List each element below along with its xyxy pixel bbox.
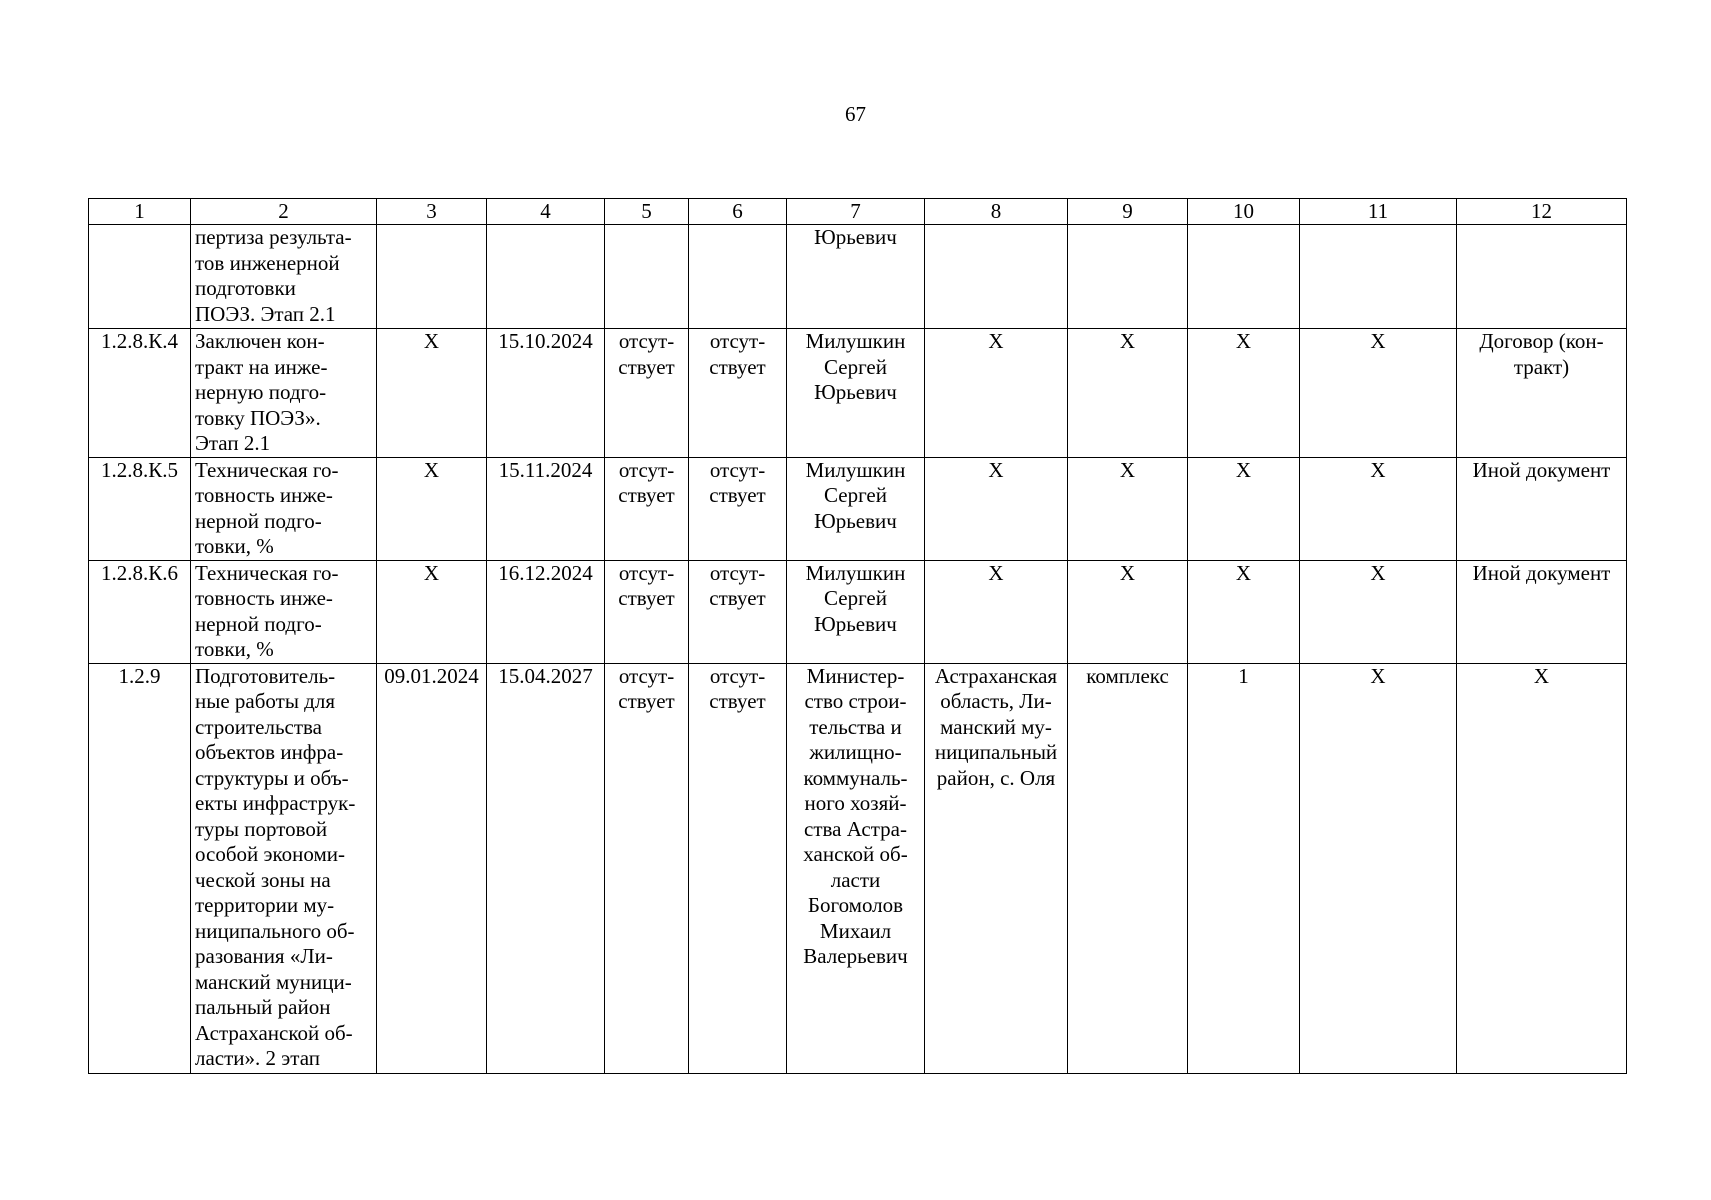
table-row xyxy=(89,663,1627,1073)
column-number-cell: 12 xyxy=(1457,199,1627,225)
row-description-cell: Заключен кон- тракт на инже- нерную подго- товку ПОЭЗ». Этап 2.1 xyxy=(191,329,377,458)
cell-col5: отсут- ствует xyxy=(605,560,689,663)
start-date-cell: 09.01.2024 xyxy=(377,663,487,1073)
cell-col6: отсут- ствует xyxy=(689,560,787,663)
location-cell xyxy=(925,225,1068,329)
cell-col10: 1 xyxy=(1188,663,1300,1073)
start-date-cell: Х xyxy=(377,560,487,663)
cell-col11: Х xyxy=(1300,663,1457,1073)
location-cell: Х xyxy=(925,560,1068,663)
table-row xyxy=(89,225,1627,329)
cell-col9: комплекс xyxy=(1068,663,1188,1073)
column-number-row xyxy=(89,199,1627,225)
column-number-cell: 3 xyxy=(377,199,487,225)
responsible-cell: Милушкин Сергей Юрьевич xyxy=(787,457,925,560)
responsible-cell: Милушкин Сергей Юрьевич xyxy=(787,560,925,663)
cell-col5: отсут- ствует xyxy=(605,329,689,458)
end-date-cell: 16.12.2024 xyxy=(487,560,605,663)
cell-col6: отсут- ствует xyxy=(689,457,787,560)
document-type-cell xyxy=(1457,225,1627,329)
start-date-cell xyxy=(377,225,487,329)
row-description-cell: Техническая го- товность инже- нерной подго- товки, % xyxy=(191,560,377,663)
column-number-cell: 2 xyxy=(191,199,377,225)
start-date-cell: Х xyxy=(377,329,487,458)
responsible-cell: Министер- ство строи- тельства и жилищно- коммуналь- ного хозяй- ства Астра- ханской об- ласти Богомолов Михаил Валерьевич xyxy=(787,663,925,1073)
responsible-cell: Юрьевич xyxy=(787,225,925,329)
plan-table xyxy=(88,198,1627,1074)
row-code-cell: 1.2.8.К.6 xyxy=(89,560,191,663)
column-number-cell: 9 xyxy=(1068,199,1188,225)
row-code-cell xyxy=(89,225,191,329)
document-type-cell: Договор (кон- тракт) xyxy=(1457,329,1627,458)
cell-col9: Х xyxy=(1068,457,1188,560)
cell-col11 xyxy=(1300,225,1457,329)
row-description-cell: пертиза результа- тов инженерной подготовки ПОЭЗ. Этап 2.1 xyxy=(191,225,377,329)
row-description-cell: Техническая го- товность инже- нерной подго- товки, % xyxy=(191,457,377,560)
cell-col6: отсут- ствует xyxy=(689,329,787,458)
cell-col10 xyxy=(1188,225,1300,329)
cell-col6: отсут- ствует xyxy=(689,663,787,1073)
end-date-cell: 15.10.2024 xyxy=(487,329,605,458)
cell-col9 xyxy=(1068,225,1188,329)
column-number-cell: 7 xyxy=(787,199,925,225)
cell-col10: Х xyxy=(1188,329,1300,458)
location-cell: Х xyxy=(925,329,1068,458)
responsible-cell: Милушкин Сергей Юрьевич xyxy=(787,329,925,458)
column-number-cell: 10 xyxy=(1188,199,1300,225)
row-description-cell: Подготовитель- ные работы для строительства объектов инфра- структуры и объ- екты инфраструк- туры портовой особой экономи- ческой зоны на территории му- ниципального об- разования «Ли- манский муници- пальный район Астраханской об- ласти». 2 этап xyxy=(191,663,377,1073)
document-type-cell: Х xyxy=(1457,663,1627,1073)
cell-col11: Х xyxy=(1300,560,1457,663)
cell-col9: Х xyxy=(1068,560,1188,663)
column-number-cell: 5 xyxy=(605,199,689,225)
start-date-cell: Х xyxy=(377,457,487,560)
end-date-cell: 15.11.2024 xyxy=(487,457,605,560)
column-number-cell: 8 xyxy=(925,199,1068,225)
cell-col5 xyxy=(605,225,689,329)
column-number-cell: 6 xyxy=(689,199,787,225)
location-cell: Х xyxy=(925,457,1068,560)
table-row xyxy=(89,457,1627,560)
cell-col11: Х xyxy=(1300,457,1457,560)
row-code-cell: 1.2.8.К.5 xyxy=(89,457,191,560)
column-number-cell: 11 xyxy=(1300,199,1457,225)
row-code-cell: 1.2.9 xyxy=(89,663,191,1073)
cell-col10: Х xyxy=(1188,560,1300,663)
cell-col9: Х xyxy=(1068,329,1188,458)
document-type-cell: Иной документ xyxy=(1457,457,1627,560)
row-code-cell: 1.2.8.К.4 xyxy=(89,329,191,458)
cell-col5: отсут- ствует xyxy=(605,663,689,1073)
cell-col6 xyxy=(689,225,787,329)
end-date-cell: 15.04.2027 xyxy=(487,663,605,1073)
end-date-cell xyxy=(487,225,605,329)
column-number-cell: 4 xyxy=(487,199,605,225)
column-number-cell: 1 xyxy=(89,199,191,225)
table-row xyxy=(89,329,1627,458)
cell-col5: отсут- ствует xyxy=(605,457,689,560)
page-number: 67 xyxy=(845,102,866,126)
cell-col11: Х xyxy=(1300,329,1457,458)
table-row xyxy=(89,560,1627,663)
cell-col10: Х xyxy=(1188,457,1300,560)
location-cell: Астраханская область, Ли- манский му- ниципальный район, с. Оля xyxy=(925,663,1068,1073)
document-type-cell: Иной документ xyxy=(1457,560,1627,663)
